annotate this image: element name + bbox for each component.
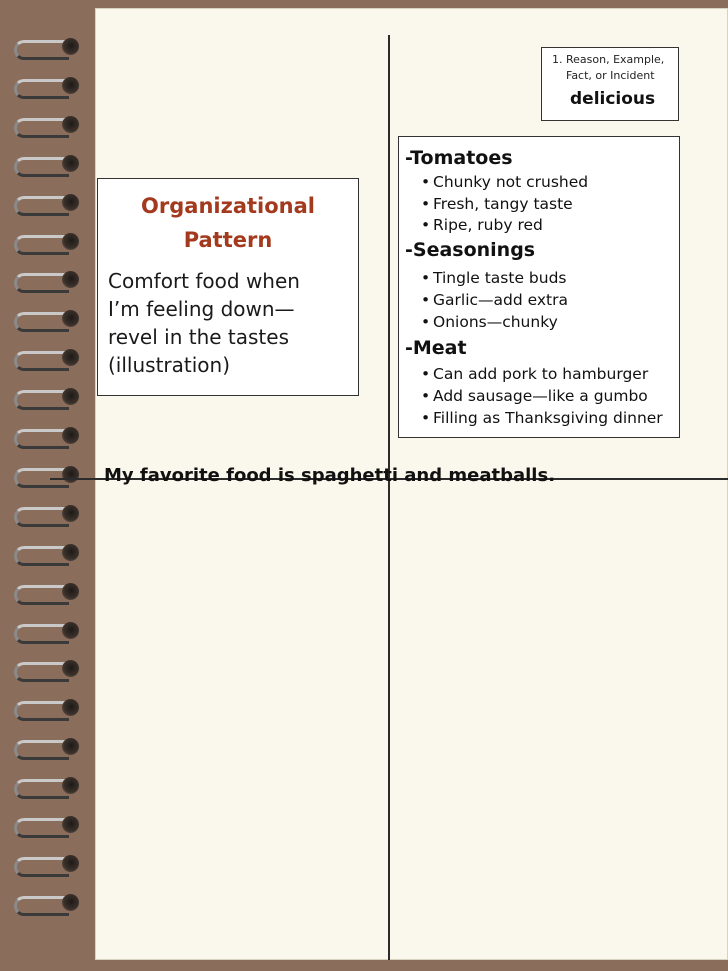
- bullet-icon: •: [421, 216, 431, 234]
- org-heading-line1: Organizational: [141, 194, 315, 218]
- spiral-ring: [14, 738, 84, 758]
- spiral-ring: [14, 855, 84, 875]
- list-item: [421, 313, 558, 331]
- spiral-ring: [14, 116, 84, 136]
- list-item: [421, 365, 648, 383]
- spiral-ring: [14, 349, 84, 369]
- list-item-text: Filling as Thanksgiving dinner: [433, 409, 663, 427]
- list-item-text: Add sausage—like a gumbo: [433, 387, 648, 405]
- organizational-pattern-box: [97, 178, 359, 396]
- bullet-icon: •: [421, 409, 431, 427]
- list-item-text: Tingle taste buds: [433, 269, 567, 287]
- spiral-ring: [14, 816, 84, 836]
- spiral-ring: [14, 466, 84, 486]
- list-item: [421, 387, 648, 405]
- callout-box: [541, 47, 679, 121]
- spiral-ring: [14, 622, 84, 642]
- list-item: [421, 173, 588, 191]
- spiral-ring: [14, 583, 84, 603]
- org-body-line: revel in the tastes: [108, 325, 289, 349]
- spiral-ring: [14, 427, 84, 447]
- org-body-line: (illustration): [108, 353, 231, 377]
- list-item-text: Onions—chunky: [433, 313, 558, 331]
- spiral-ring: [14, 38, 84, 58]
- spiral-ring: [14, 388, 84, 408]
- list-item: [421, 291, 568, 309]
- org-heading-line2: Pattern: [183, 228, 273, 252]
- callout-word: delicious: [570, 89, 656, 109]
- bullet-icon: •: [421, 365, 431, 383]
- bullet-icon: •: [421, 269, 431, 287]
- spiral-ring: [14, 77, 84, 97]
- vertical-divider: [388, 35, 390, 960]
- list-item: [421, 409, 663, 427]
- list-item: [421, 269, 567, 287]
- org-heading: [98, 189, 358, 257]
- callout-note-line1: 1. Reason, Example,: [552, 53, 665, 66]
- spiral-ring: [14, 155, 84, 175]
- spiral-ring: [14, 271, 84, 291]
- callout-note-line2: Fact, or Incident: [566, 69, 655, 82]
- org-body-line: Comfort food when: [108, 269, 300, 293]
- spiral-ring: [14, 544, 84, 564]
- spiral-ring: [14, 310, 84, 330]
- org-body-line: I’m feeling down—: [108, 297, 295, 321]
- list-item-text: Ripe, ruby red: [433, 216, 543, 234]
- bullet-icon: •: [421, 195, 431, 213]
- thesis-statement: My favorite food is spaghetti and meatballs.: [104, 465, 556, 486]
- list-item-text: Can add pork to hamburger: [433, 365, 649, 383]
- spiral-ring: [14, 894, 84, 914]
- list-item-text: Garlic—add extra: [433, 291, 569, 309]
- group-title-meat: -Meat: [405, 337, 467, 359]
- callout-note: [552, 52, 664, 84]
- group-title-seasonings: -Seasonings: [405, 239, 536, 261]
- spiral-ring: [14, 194, 84, 214]
- group-title-tomatoes: -Tomatoes: [405, 147, 513, 169]
- spiral-binding: [0, 0, 100, 971]
- spiral-ring: [14, 699, 84, 719]
- org-body: [108, 267, 358, 379]
- bullet-icon: •: [421, 387, 431, 405]
- bullet-icon: •: [421, 173, 431, 191]
- spiral-ring: [14, 233, 84, 253]
- list-item-text: Chunky not crushed: [433, 173, 589, 191]
- bullet-icon: •: [421, 291, 431, 309]
- supporting-details-box: [398, 136, 680, 438]
- spiral-ring: [14, 777, 84, 797]
- list-item: [421, 195, 573, 213]
- spiral-ring: [14, 660, 84, 680]
- list-item-text: Fresh, tangy taste: [433, 195, 573, 213]
- bullet-icon: •: [421, 313, 431, 331]
- list-item: [421, 216, 543, 234]
- spiral-ring: [14, 505, 84, 525]
